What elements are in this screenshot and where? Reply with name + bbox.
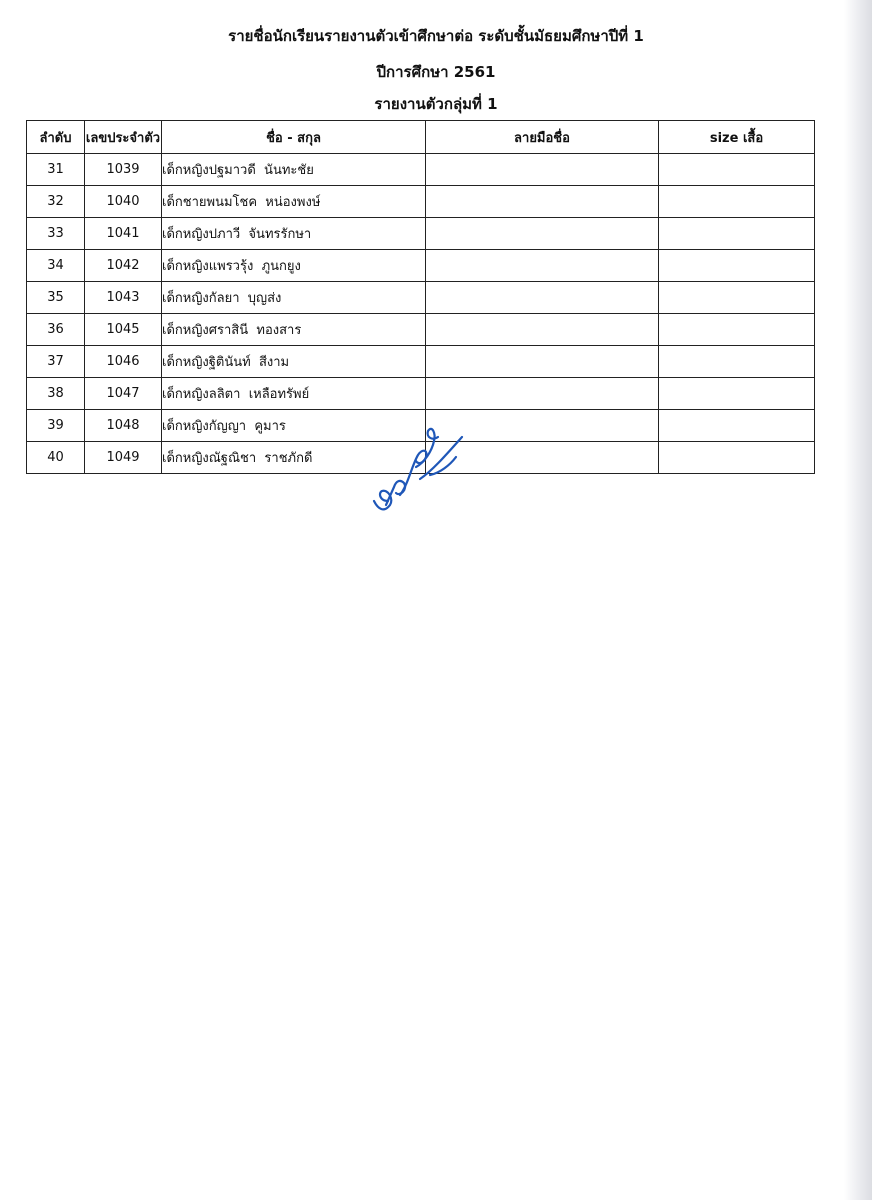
row-order: 35 [27, 282, 85, 314]
row-shirt-size-cell[interactable] [659, 154, 815, 186]
row-name: เด็กหญิงณัฐณิชา ราชภักดี [162, 442, 426, 474]
row-signature-cell[interactable] [426, 154, 659, 186]
table-row [27, 186, 815, 218]
row-student-id: 1048 [85, 410, 162, 442]
header-order: ลำดับ [27, 121, 85, 154]
row-name: เด็กหญิงปฐมาวดี นันทะชัย [162, 154, 426, 186]
row-signature-cell[interactable] [426, 346, 659, 378]
row-shirt-size-cell[interactable] [659, 346, 815, 378]
row-shirt-size-cell[interactable] [659, 410, 815, 442]
row-name: เด็กชายพนมโชค หน่องพงษ์ [162, 186, 426, 218]
row-shirt-size-cell[interactable] [659, 442, 815, 474]
row-name: เด็กหญิงกัลยา บุญส่ง [162, 282, 426, 314]
table-row [27, 346, 815, 378]
row-shirt-size-cell[interactable] [659, 314, 815, 346]
row-signature-cell[interactable] [426, 314, 659, 346]
row-signature-cell[interactable] [426, 218, 659, 250]
row-student-id: 1049 [85, 442, 162, 474]
row-name: เด็กหญิงฐิตินันท์ สีงาม [162, 346, 426, 378]
table-header-row [27, 121, 815, 154]
table-row [27, 154, 815, 186]
table-row [27, 314, 815, 346]
row-name: เด็กหญิงลลิตา เหลือทรัพย์ [162, 378, 426, 410]
row-student-id: 1040 [85, 186, 162, 218]
row-shirt-size-cell[interactable] [659, 378, 815, 410]
academic-year: ปีการศึกษา 2561 [376, 63, 496, 81]
table-row [27, 218, 815, 250]
row-order: 33 [27, 218, 85, 250]
row-name: เด็กหญิงศราสินี ทองสาร [162, 314, 426, 346]
row-student-id: 1039 [85, 154, 162, 186]
row-order: 31 [27, 154, 85, 186]
row-student-id: 1045 [85, 314, 162, 346]
row-student-id: 1041 [85, 218, 162, 250]
table-row [27, 250, 815, 282]
document-title: รายชื่อนักเรียนรายงานตัวเข้าศึกษาต่อ ระดับชั้นมัธยมศึกษาปีที่ 1 [228, 27, 644, 45]
header-student-id: เลขประจำตัว [85, 121, 162, 154]
report-group: รายงานตัวกลุ่มที่ 1 [374, 95, 498, 113]
row-signature-cell[interactable] [426, 282, 659, 314]
row-student-id: 1046 [85, 346, 162, 378]
row-shirt-size-cell[interactable] [659, 186, 815, 218]
row-shirt-size-cell[interactable] [659, 282, 815, 314]
row-order: 39 [27, 410, 85, 442]
row-order: 34 [27, 250, 85, 282]
row-signature-cell[interactable] [426, 250, 659, 282]
header-name: ชื่อ - สกุล [162, 121, 426, 154]
row-order: 40 [27, 442, 85, 474]
row-name: เด็กหญิงกัญญา คูมาร [162, 410, 426, 442]
row-order: 32 [27, 186, 85, 218]
row-shirt-size-cell[interactable] [659, 218, 815, 250]
row-signature-cell[interactable] [426, 186, 659, 218]
row-shirt-size-cell[interactable] [659, 250, 815, 282]
row-student-id: 1042 [85, 250, 162, 282]
row-student-id: 1047 [85, 378, 162, 410]
row-order: 38 [27, 378, 85, 410]
row-order: 36 [27, 314, 85, 346]
handwritten-signature [360, 405, 480, 525]
row-name: เด็กหญิงแพรวรุ้ง ภูนกยูง [162, 250, 426, 282]
header-signature: ลายมือชื่อ [426, 121, 659, 154]
row-student-id: 1043 [85, 282, 162, 314]
table-row [27, 282, 815, 314]
row-order: 37 [27, 346, 85, 378]
row-name: เด็กหญิงปภาวี จันทรรักษา [162, 218, 426, 250]
header-shirt-size: size เสื้อ [659, 121, 815, 154]
page-edge-shadow [844, 0, 872, 1200]
